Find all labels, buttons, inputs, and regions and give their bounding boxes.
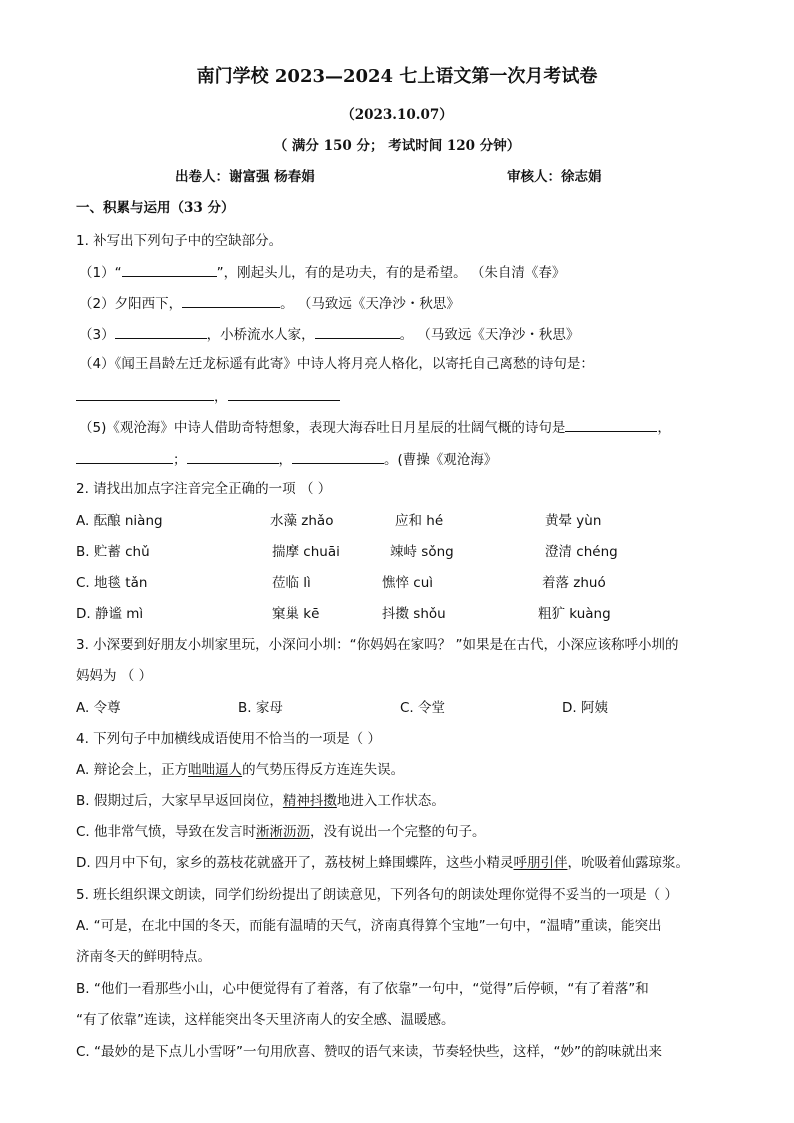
text: C. 他非常气愤，导致在发言时 (76, 824, 257, 840)
q2-cell: 揣摩 chuāi (272, 544, 340, 560)
q3-option-b[interactable]: B. 家母 (238, 700, 283, 716)
underlined-idiom: 咄咄逼人 (188, 762, 243, 778)
answer-blank[interactable] (115, 324, 207, 339)
text: ， (657, 420, 671, 436)
q4-option-c[interactable] (76, 823, 486, 841)
q2-cell: 竦峙 sǒng (390, 544, 454, 560)
text: A. 辩论会上，正方 (76, 762, 189, 778)
q5-option-a[interactable]: A. “可是，在北中国的冬天，而能有温晴的天气，济南真得算个宝地”一句中，“温晴”重读，能突出 (76, 918, 662, 934)
answer-blank[interactable] (228, 386, 340, 401)
text: D. 四月中下旬，家乡的荔枝花就盛开了，荔枝树上蜂围蝶阵，这些小精灵 (76, 855, 514, 871)
q2-cell: 着落 zhuó (542, 575, 606, 591)
text: ，小桥流水人家， (206, 327, 315, 343)
q3-option-c[interactable]: C. 令堂 (400, 700, 446, 716)
exam-reviewer: 审核人：徐志娟 (507, 169, 602, 185)
q3-option-a[interactable]: A. 令尊 (76, 700, 121, 716)
q5-stem: 5. 班长组织课文朗读，同学们纷纷提出了朗读意见，下列各句的朗读处理你觉得不妥当的一项是（ ） (76, 887, 678, 903)
q3-option-d[interactable]: D. 阿姨 (562, 700, 608, 716)
text: 地进入工作状态。 (336, 793, 445, 809)
q1-stem: 1. 补写出下列句子中的空缺部分。 (76, 233, 283, 249)
answer-blank[interactable] (292, 449, 384, 464)
q3-stem-cont: 妈妈为 （ ） (76, 668, 153, 684)
q5-option-c[interactable]: C. “最妙的是下点儿小雪呀”一句用欣喜、赞叹的语气来读，节奏轻快些，这样，“妙”的韵味就出来 (76, 1044, 662, 1060)
text: （2）夕阳西下， (79, 296, 183, 312)
answer-blank[interactable] (315, 324, 400, 339)
q3-stem: 3. 小深要到好朋友小圳家里玩，小深问小圳：“你妈妈在家吗？ ”如果是在古代，小深应该称呼小圳的 (76, 637, 679, 653)
q1-line-2 (79, 293, 460, 313)
q1-line-5 (79, 417, 671, 437)
text: ， (214, 389, 228, 405)
answer-blank[interactable] (76, 386, 214, 401)
text: 的气势压得反方连连失误。 (242, 762, 405, 778)
q2-cell: 窠巢 kē (272, 606, 320, 622)
q2-cell: 水藻 zhǎo (270, 513, 334, 529)
text: ； (173, 452, 187, 468)
text: ， (278, 452, 292, 468)
q2-cell: 澄清 chéng (545, 544, 618, 560)
text: ，吮吸着仙露琼浆。 (567, 855, 689, 871)
text: ，没有说出一个完整的句子。 (310, 824, 486, 840)
text: 。(曹操《观沧海》 (384, 452, 498, 468)
underlined-idiom: 淅淅沥沥 (256, 824, 311, 840)
q2-option-d[interactable]: D. 静谧 mì (76, 606, 144, 622)
q2-option-a[interactable]: A. 酝酿 niàng (76, 513, 163, 529)
q2-option-b[interactable]: B. 贮蓄 chǔ (76, 544, 150, 560)
q2-cell: 憔悴 cuì (382, 575, 434, 591)
q2-cell: 抖擞 shǒu (382, 606, 446, 622)
q5-option-b[interactable]: B. “他们一看那些小山，心中便觉得有了着落，有了依靠”一句中，“觉得”后停顿，“有了着落”和 (76, 981, 649, 997)
answer-blank[interactable] (122, 262, 217, 277)
exam-title: 南门学校 2023—2024 七上语文第一次月考试卷 (196, 66, 598, 87)
q5-option-b-cont: “有了依靠”连读，这样能突出冬天里济南人的安全感、温暖感。 (76, 1012, 455, 1028)
exam-date: （2023.10.07） (341, 107, 453, 123)
answer-blank[interactable] (565, 417, 657, 432)
q1-line-4: （4）《闻王昌龄左迁龙标遥有此寄》中诗人将月亮人格化，以寄托自己离愁的诗句是： (79, 356, 594, 372)
q4-stem: 4. 下列句子中加横线成语使用不恰当的一项是（ ） (76, 731, 381, 747)
q4-option-d[interactable] (76, 854, 689, 872)
q1-line-6 (76, 449, 497, 469)
text: ”，刚起头儿，有的是功夫，有的是希望。 （朱自清《春》 (216, 265, 566, 281)
q1-line-4-answer (76, 386, 340, 406)
q2-cell: 黄晕 yùn (545, 513, 602, 529)
text: 。 （马致远《天净沙・秋思》 (399, 327, 580, 343)
answer-blank[interactable] (187, 449, 279, 464)
exam-info: （ 满分 150 分； 考试时间 120 分钟） (273, 138, 521, 154)
text: （1）“ (79, 265, 122, 281)
q2-cell: 莅临 lì (272, 575, 311, 591)
q1-line-1 (79, 262, 565, 282)
exam-setter: 出卷人：谢富强 杨春娟 (175, 169, 315, 185)
q4-option-b[interactable] (76, 792, 445, 810)
q2-cell: 粗犷 kuàng (538, 606, 611, 622)
text: 。 （马致远《天净沙・秋思》 (280, 296, 460, 312)
text: （5)《观沧海》中诗人借助奇特想象，表现大海吞吐日月星辰的壮阔气概的诗句是 (79, 420, 566, 436)
answer-blank[interactable] (76, 449, 173, 464)
q4-option-a[interactable] (76, 761, 404, 779)
q5-option-a-cont: 济南冬天的鲜明特点。 (76, 949, 211, 965)
q2-cell: 应和 hé (395, 513, 444, 529)
section-heading: 一、积累与运用（33 分） (76, 200, 235, 216)
underlined-idiom: 呼朋引伴 (513, 855, 568, 871)
q2-option-c[interactable]: C. 地毯 tǎn (76, 575, 148, 591)
text: B. 假期过后，大家早早返回岗位， (76, 793, 283, 809)
answer-blank[interactable] (182, 293, 280, 308)
q1-line-3 (79, 324, 579, 344)
text: （3） (79, 327, 115, 343)
underlined-idiom: 精神抖擞 (282, 793, 337, 809)
q2-stem: 2. 请找出加点字注音完全正确的一项 （ ） (76, 481, 332, 497)
